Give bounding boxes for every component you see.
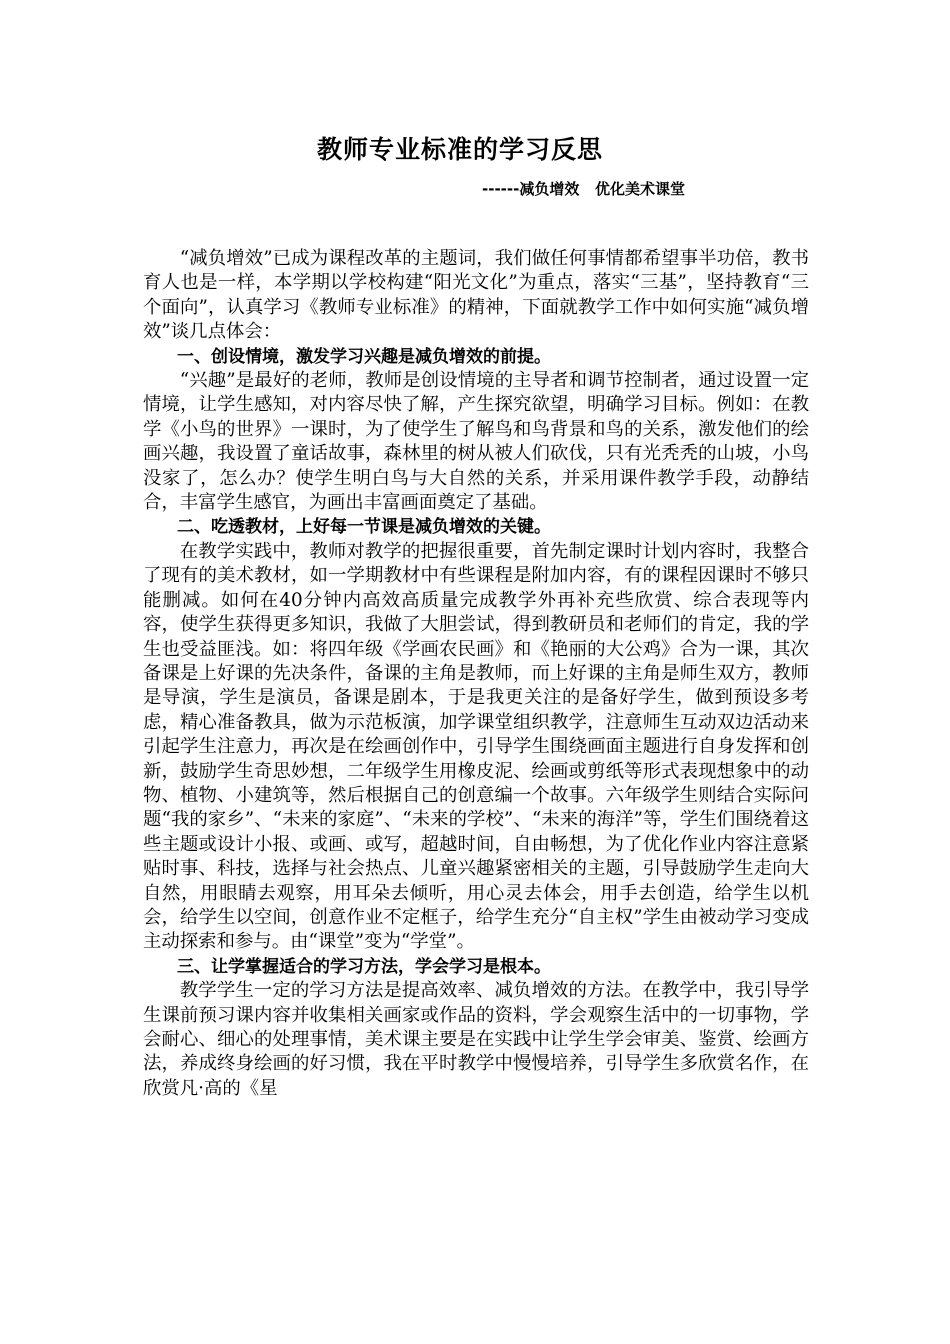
section-heading-2: 二、吃透教材，上好每一节课是减负增效的关键。 <box>177 517 551 538</box>
section-heading-3: 三、让学掌握适合的学习方法，学会学习是根本。 <box>177 956 551 977</box>
section-heading-1: 一、创设情境，激发学习兴趣是减负增效的前提。 <box>177 346 551 367</box>
section-2-paragraph: 在教学实践中，教师对教学的把握很重要，首先制定课时计划内容时，我整合了现有的美术教材，如一学期教材中有些课程是附加内容，有的课程因课时不够只能删减。如何在40分钟内高效高质量完成教学外再补充些欣赏、综合表现等内容，使学生获得更多知识，我做了大胆尝试，得到教研员和老师们的肯定，我的学生也受益匪浅。如：将四年级《学画农民画》和《艳丽的大公鸡》合为一课，其次备课是上好课的先决条件，备课的主角是教师，而上好课的主角是师生双方，教师是导演，学生是演员，备课是剧本，于是我更关注的是备好学生，做到预设多考虑，精心准备教具，做为示范板演，加学课堂组织教学，注意师生互动双边活动来引起学生注意力，再次是在绘画创作中，引导学生围绕画面主题进行自身发挥和创新，鼓励学生奇思妙想，二年级学生用橡皮泥、绘画或剪纸等形式表现想象中的动物、植物、小建筑等，然后根据自己的创意编一个故事。六年级学生则结合实际问题“我的家乡”、“未来的家庭”、“未来的学校”、“未来的海洋”等，学生们围绕着这些主题或设计小报、或画、或写，超越时间，自由畅想，为了优化作业内容注意紧贴时事、科技，选择与社会热点、儿童兴趣紧密相关的主题，引导鼓励学生走向大自然，用眼睛去观察，用耳朵去倾听，用心灵去体会，用手去创造，给学生以机会，给学生以空间，创意作业不定框子，给学生充分“自主权”学生由被动学习变成主动探索和参与。由“课堂”变为“学堂”。 <box>143 540 809 953</box>
section-1-paragraph: “兴趣”是最好的老师，教师是创设情境的主导者和调节控制者，通过设置一定情境，让学生感知，对内容尽快了解，产生探究欲望，明确学习目标。例如：在教学《小鸟的世界》一课时，为了使学生了解鸟和鸟背景和鸟的关系，激发他们的绘画兴趣，我设置了童话故事，森林里的树从被人们砍伐，只有光秃秃的山坡，小鸟没家了，怎么办？使学生明白鸟与大自然的关系，并采用课件教学手段，动静结合，丰富学生感官，为画出丰富画面奠定了基础。 <box>143 370 809 514</box>
page-title: 教师专业标准的学习反思 <box>316 135 603 164</box>
section-3-paragraph: 教学学生一定的学习方法是提高效率、减负增效的方法。在教学中，我引导学生课前预习课内容并收集相关画家或作品的资料，学会观察生活中的一切事物，学会耐心、细心的处理事情，美术课主要是在实践中让学生学会审美、鉴赏、绘画方法，养成终身绘画的好习惯，我在平时教学中慢慢培养，引导学生多欣赏名作，在欣赏凡·高的《星 <box>143 980 809 1099</box>
intro-paragraph: “减负增效”已成为课程改革的主题词，我们做任何事情都希望事半功倍，教书育人也是一样，本学期以学校构建“阳光文化”为重点，落实“三基”，坚持教育“三个面向”，认真学习《教师专业标准》的精神，下面就教学工作中如何实施“减负增效”谈几点体会： <box>143 248 809 343</box>
page-subtitle: ------减负增效 优化美术课堂 <box>482 180 686 198</box>
document-body <box>143 247 809 1101</box>
